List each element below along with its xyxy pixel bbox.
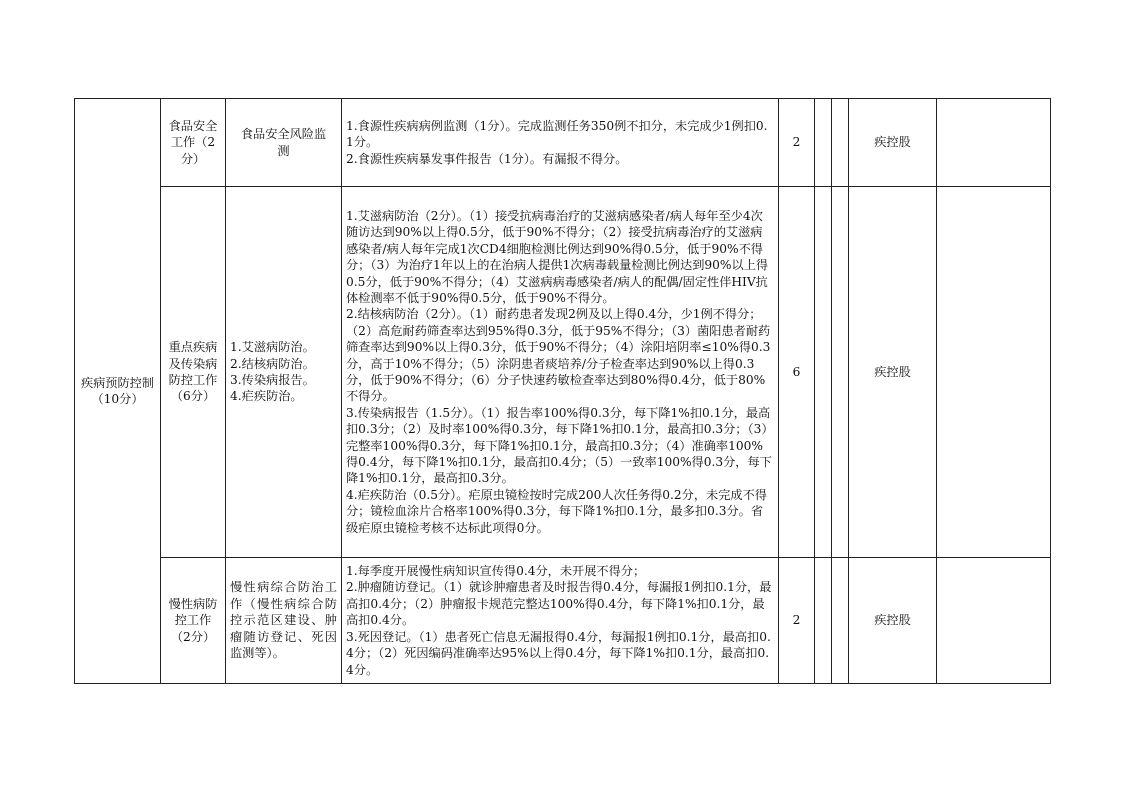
empty-cell	[832, 187, 849, 558]
score-value: 2	[792, 135, 801, 150]
empty-cell	[815, 99, 832, 187]
description-cell	[342, 187, 779, 558]
empty-cell	[832, 558, 849, 684]
description-text: 1.艾滋病防治（2分）。（1）接受抗病毒治疗的艾滋病感染者/病人每年至少4次随访达到90%以上得0.5分，低于90%不得分；（2）接受抗病毒治疗的艾滋病感染者/病人每年完成1次CD4细胞检测比例达到90%得0.5分，低于90%不得分；（3）为治疗1年以上的在治病人提供1次病毒载量检测比例达到90%以上得0.5分，低于90%不得分；（4）艾滋病病毒感染者/病人的配偶/固定性伴HIV抗体检测率不低于90%得0.5分，低于90%不得分。	[346, 208, 769, 305]
item-text: 慢性病综合防治工作（慢性病综合防控示范区建设、肿瘤随访登记、死因监测等）。	[230, 580, 337, 661]
item-cell	[226, 187, 342, 558]
remarks-cell	[937, 99, 1051, 187]
subcategory-label: 重点疾病及传染病防控工作（6分）	[168, 340, 218, 404]
score-cell	[779, 558, 815, 684]
item-text: 1.艾滋病防治。	[230, 340, 315, 355]
empty-cell	[832, 99, 849, 187]
assessment-table	[74, 98, 1051, 684]
subcategory-label: 食品安全工作（2分）	[168, 118, 218, 166]
item-text: 4.疟疾防治。	[230, 389, 303, 404]
department-cell	[849, 187, 937, 558]
description-cell	[342, 99, 779, 187]
description-text: 4.疟疾防治（0.5分）。疟原虫镜检按时完成200人次任务得0.2分，未完成不得分；镜检血涂片合格率100%得0.3分，每下降1%扣0.1分，最多扣0.3分。省级疟原虫镜检考核不达标此项得0分。	[346, 487, 767, 535]
item-text: 2.结核病防治。	[230, 356, 315, 371]
subcategory-cell	[161, 99, 226, 187]
description-text: 3.传染病报告（1.5分）。（1）报告率100%得0.3分，每下降1%扣0.1分，最高扣0.3分；（2）及时率100%得0.3分，每下降1%扣0.1分，最高扣0.3分；（3）完整率100%得0.3分，每下降1%扣0.1分，最高扣0.3分；（4）准确率100%得0.4分，每下降1%扣0.1分，最高扣0.4分；（5）一致率100%得0.3分，每下降1%扣0.1分，最高扣0.3分。	[346, 405, 774, 486]
empty-cell	[815, 187, 832, 558]
table-row	[75, 99, 1051, 187]
item-cell	[226, 99, 342, 187]
remarks-cell	[937, 187, 1051, 558]
score-value: 6	[792, 364, 801, 379]
category-cell	[75, 99, 161, 684]
score-cell	[779, 187, 815, 558]
table-row	[75, 558, 1051, 684]
table-row	[75, 187, 1051, 558]
item-text: 3.传染病报告。	[230, 373, 315, 387]
subcategory-label: 慢性病防控工作（2分）	[168, 596, 218, 644]
description-text: 1.每季度开展慢性病知识宣传得0.4分，未开展不得分；	[346, 564, 646, 579]
description-text: 2.食源性疾病暴发事件报告（1分）。有漏报不得分。	[346, 151, 628, 166]
department-cell	[849, 558, 937, 684]
subcategory-cell	[161, 558, 226, 684]
item-cell	[226, 558, 342, 684]
department-label: 疾控股	[874, 364, 911, 379]
score-value: 2	[792, 613, 801, 628]
empty-cell	[815, 558, 832, 684]
department-label: 疾控股	[874, 135, 911, 150]
item-text: 食品安全风险监测	[240, 127, 327, 158]
description-text: 2.肿瘤随访登记。（1）就诊肿瘤患者及时报告得0.4分，每漏报1例扣0.1分，最高扣0.4分；（2）肿瘤报卡规范完整达100%得0.4分，每下降1%扣0.1分，最高扣0.4分。	[346, 580, 772, 628]
description-text: 3.死因登记。（1）患者死亡信息无漏报得0.4分，每漏报1例扣0.1分，最高扣0.4分；（2）死因编码准确率达95%以上得0.4分，每下降1%扣0.1分，最高扣0.4分。	[346, 629, 771, 677]
score-cell	[779, 99, 815, 187]
description-cell	[342, 558, 779, 684]
department-label: 疾控股	[874, 613, 911, 628]
subcategory-cell	[161, 187, 226, 558]
remarks-cell	[937, 558, 1051, 684]
department-cell	[849, 99, 937, 187]
description-text: 1.食源性疾病病例监测（1分）。完成监测任务350例不扣分，未完成少1例扣0.1分。	[346, 118, 768, 150]
description-text: 2.结核病防治（2分）。（1）耐药患者发现2例及以上得0.4分，少1例不得分；（2）高危耐药筛查率达到95%得0.3分，低于95%不得分；（3）菌阳患者耐药筛查率达到90%以上得0.3分，低于90%不得分；（4）涂阳培阴率≤10%得0.3分，高于10%不得分；（5）涂阴患者痰培养/分子检查率达到90%以上得0.3分，低于90%不得分；（6）分子快速药敏检查率达到80%得0.4分，低于80%不得分。	[346, 307, 771, 404]
category-label: 疾病预防控制（10分）	[80, 375, 155, 406]
